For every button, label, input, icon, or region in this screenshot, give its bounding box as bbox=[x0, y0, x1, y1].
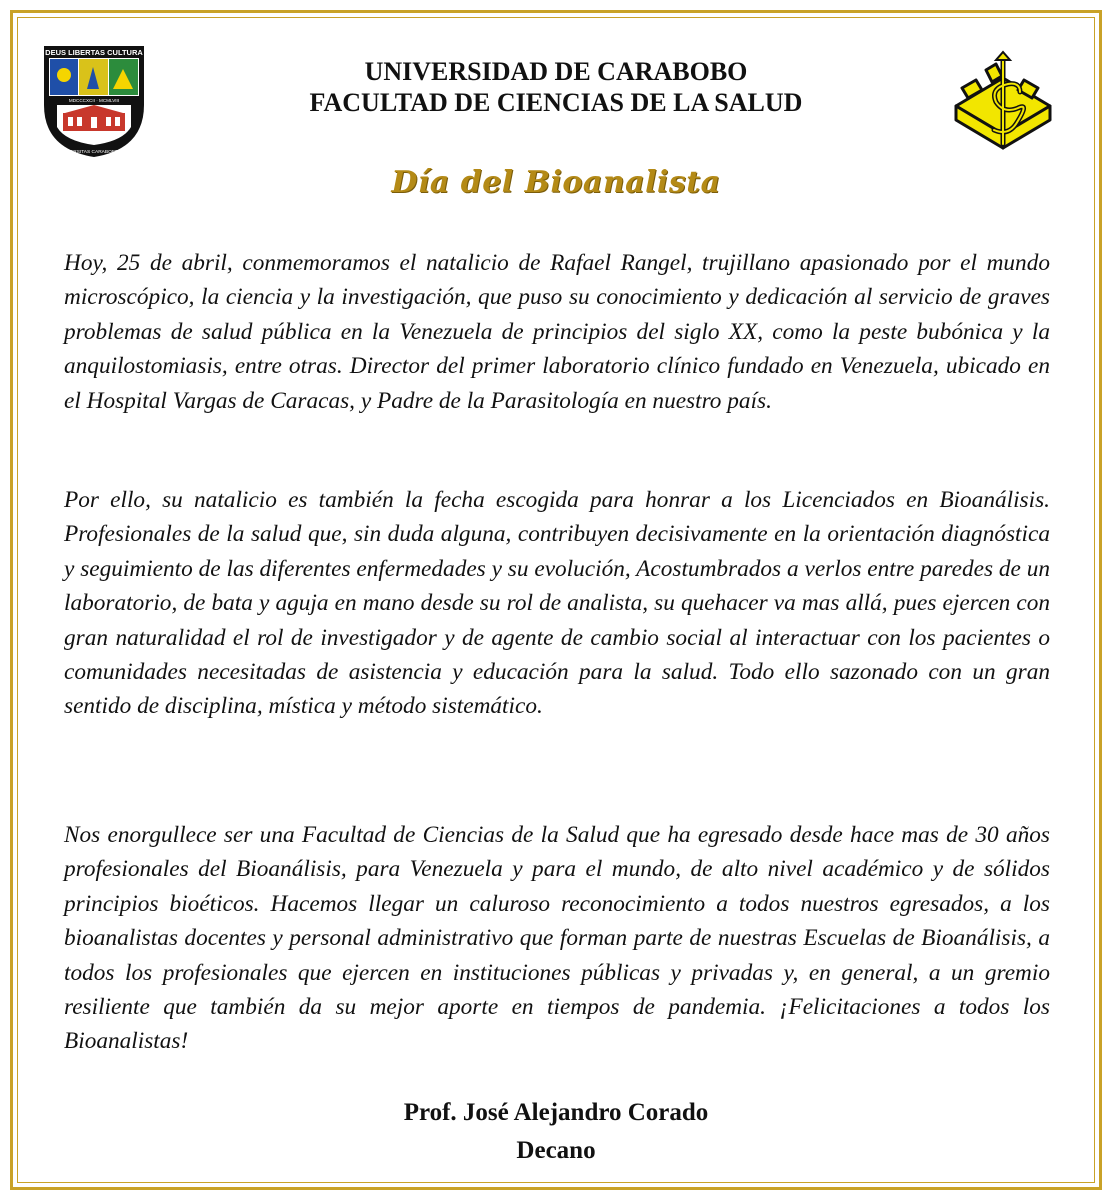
shield-ring-text: UNIVERSITAS CARABOBENSIS bbox=[58, 150, 130, 155]
signature-name: Prof. José Alejandro Corado bbox=[403, 1099, 709, 1126]
body-paragraph-3: Nos enorgullece ser una Facultad de Ciencias de la Salud que ha egresado desde hace mas de 30 años profesionales del Bioanálisis, para Venezuela y para el mundo, de alto nivel académico y de sólidos principios bioéticos. Hacemos llegar un caluroso reconocimiento a todos nuestros egresados, a los bioanalistas docentes y personal administrativo que forman parte de nuestras Escuelas de Bioanálisis, a todos los profesionales que ejercen en instituciones públicas y privadas y, en general, a un gremio resiliente que también da su mejor aporte en tiempos de pandemia. ¡Felicitaciones a todos los Bioanalistas! bbox=[64, 822, 1050, 1055]
faculty-name: FACULTAD DE CIENCIAS DE LA SALUD bbox=[309, 88, 803, 117]
faculty-emblem-logo bbox=[946, 48, 1060, 156]
signature-role: Decano bbox=[516, 1137, 596, 1164]
shield-motto: DEUS LIBERTAS CULTURA bbox=[45, 48, 143, 57]
document-subtitle: Día del Bioanalista bbox=[391, 165, 721, 200]
body-paragraph-1: Hoy, 25 de abril, conmemoramos el natalicio de Rafael Rangel, trujillano apasionado por el mundo microscópico, la ciencia y la investigación, que puso su conocimiento y dedicación al servicio de graves problemas de salud pública en la Venezuela de principios del siglo XX, como la peste bubónica y la anquilostomiasis, entre otras. Director del primer laboratorio clínico fundado en Venezuela, ubicado en el Hospital Vargas de Caracas, y Padre de la Parasitología en nuestro país. bbox=[64, 250, 1050, 414]
university-name: UNIVERSIDAD DE CARABOBO bbox=[364, 57, 748, 86]
body-paragraph-2: Por ello, su natalicio es también la fecha escogida para honrar a los Licenciados en Bioanálisis. Profesionales de la salud que, sin duda alguna, contribuyen decisivamente en la orientación diagnóstica y seguimiento de las diferentes enfermedades y su evolución, Acostumbrados a verlos entre paredes de un laboratorio, de bata y aguja en mano desde su rol de analista, su quehacer va mas allá, pues ejercen con gran naturalidad el rol de investigador y de agente de cambio social al interactuar con los pacientes o comunidades necesitadas de asistencia y educación para la salud. Todo ello sazonado con un gran sentido de disciplina, mística y método sistemático. bbox=[64, 487, 1050, 720]
shield-dates: MDCCCXCII · MCMLVIII bbox=[68, 98, 120, 103]
document-header bbox=[200, 56, 912, 118]
university-shield-logo bbox=[43, 45, 145, 158]
